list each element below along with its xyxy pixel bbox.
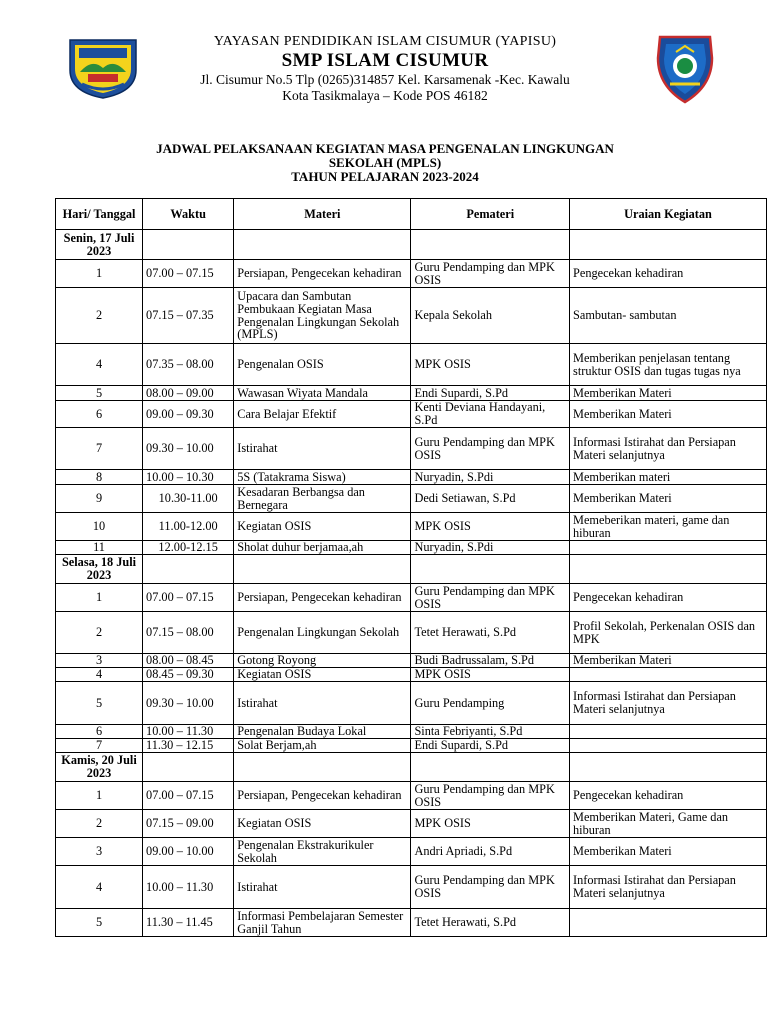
- activity-cell: Memberikan Materi: [570, 386, 767, 401]
- empty-cell: [143, 555, 234, 584]
- empty-cell: [570, 753, 767, 782]
- school-address: Jl. Cisumur No.5 Tlp (0265)314857 Kel. Karsamenak -Kec. Kawalu: [200, 72, 570, 87]
- activity-cell: Memberikan penjelasan tentang struktur OSIS dan tugas tugas nya: [570, 344, 767, 386]
- table-row: [56, 725, 767, 739]
- time-cell: 09.30 – 10.00: [143, 682, 234, 725]
- material-cell: Solat Berjam,ah: [234, 739, 411, 753]
- day-label: Selasa, 18 Juli 2023: [56, 555, 143, 584]
- material-cell: Kegiatan OSIS: [234, 513, 411, 541]
- table-row: [56, 810, 767, 838]
- row-number: 3: [56, 838, 143, 866]
- schedule-body: [56, 230, 767, 937]
- material-cell: Kegiatan OSIS: [234, 668, 411, 682]
- empty-cell: [570, 230, 767, 260]
- row-number: 4: [56, 668, 143, 682]
- empty-cell: [411, 230, 570, 260]
- time-cell: 12.00-12.15: [143, 541, 234, 555]
- empty-cell: [411, 753, 570, 782]
- document-title: [80, 142, 690, 184]
- empty-cell: [570, 555, 767, 584]
- material-cell: Sholat duhur berjamaa,ah: [234, 541, 411, 555]
- empty-cell: [234, 555, 411, 584]
- header-day: Hari/ Tanggal: [56, 199, 143, 230]
- time-cell: 07.35 – 08.00: [143, 344, 234, 386]
- activity-cell: Pengecekan kehadiran: [570, 782, 767, 810]
- activity-cell: Memberikan Materi, Game dan hiburan: [570, 810, 767, 838]
- header-speaker: Pemateri: [411, 199, 570, 230]
- empty-cell: [234, 230, 411, 260]
- activity-cell: Profil Sekolah, Perkenalan OSIS dan MPK: [570, 612, 767, 654]
- table-row: [56, 909, 767, 937]
- time-cell: 07.00 – 07.15: [143, 782, 234, 810]
- day-label: Senin, 17 Juli 2023: [56, 230, 143, 260]
- row-number: 1: [56, 260, 143, 288]
- speaker-cell: Guru Pendamping dan MPK OSIS: [411, 260, 570, 288]
- activity-cell: [570, 668, 767, 682]
- material-cell: Persiapan, Pengecekan kehadiran: [234, 584, 411, 612]
- row-number: 8: [56, 470, 143, 485]
- table-row: [56, 428, 767, 470]
- speaker-cell: Nuryadin, S.Pdi: [411, 541, 570, 555]
- row-number: 5: [56, 909, 143, 937]
- activity-cell: Memeberikan materi, game dan hiburan: [570, 513, 767, 541]
- time-cell: 11.30 – 12.15: [143, 739, 234, 753]
- speaker-cell: Tetet Herawati, S.Pd: [411, 909, 570, 937]
- table-row: [56, 584, 767, 612]
- row-number: 7: [56, 428, 143, 470]
- day-label: Kamis, 20 Juli 2023: [56, 753, 143, 782]
- material-cell: Pengenalan Lingkungan Sekolah: [234, 612, 411, 654]
- table-row: [56, 288, 767, 344]
- time-cell: 08.00 – 09.00: [143, 386, 234, 401]
- material-cell: Persiapan, Pengecekan kehadiran: [234, 260, 411, 288]
- speaker-cell: MPK OSIS: [411, 810, 570, 838]
- activity-cell: [570, 541, 767, 555]
- speaker-cell: Sinta Febriyanti, S.Pd: [411, 725, 570, 739]
- empty-cell: [143, 753, 234, 782]
- table-row: [56, 344, 767, 386]
- row-number: 10: [56, 513, 143, 541]
- speaker-cell: MPK OSIS: [411, 513, 570, 541]
- day-header-row: [56, 555, 767, 584]
- table-row: [56, 541, 767, 555]
- table-row: [56, 866, 767, 909]
- row-number: 3: [56, 654, 143, 668]
- row-number: 4: [56, 344, 143, 386]
- activity-cell: [570, 739, 767, 753]
- speaker-cell: Guru Pendamping dan MPK OSIS: [411, 428, 570, 470]
- header-material: Materi: [234, 199, 411, 230]
- row-number: 7: [56, 739, 143, 753]
- speaker-cell: Guru Pendamping dan MPK OSIS: [411, 782, 570, 810]
- table-row: [56, 470, 767, 485]
- activity-cell: Memberikan Materi: [570, 838, 767, 866]
- table-row: [56, 654, 767, 668]
- time-cell: 09.30 – 10.00: [143, 428, 234, 470]
- time-cell: 10.30-11.00: [143, 485, 234, 513]
- time-cell: 11.30 – 11.45: [143, 909, 234, 937]
- empty-cell: [411, 555, 570, 584]
- row-number: 1: [56, 584, 143, 612]
- table-row: [56, 782, 767, 810]
- activity-cell: Memberikan materi: [570, 470, 767, 485]
- material-cell: Persiapan, Pengecekan kehadiran: [234, 782, 411, 810]
- speaker-cell: Guru Pendamping dan MPK OSIS: [411, 584, 570, 612]
- table-row: [56, 386, 767, 401]
- table-row: [56, 668, 767, 682]
- title-line-3: TAHUN PELAJARAN 2023-2024: [291, 169, 479, 184]
- table-row: [56, 401, 767, 428]
- table-row: [56, 260, 767, 288]
- time-cell: 10.00 – 10.30: [143, 470, 234, 485]
- row-number: 6: [56, 401, 143, 428]
- table-header-row: [56, 199, 767, 230]
- row-number: 5: [56, 682, 143, 725]
- title-line-1: JADWAL PELAKSANAAN KEGIATAN MASA PENGENALAN LINGKUNGAN: [156, 141, 614, 156]
- material-cell: Istirahat: [234, 428, 411, 470]
- row-number: 4: [56, 866, 143, 909]
- row-number: 1: [56, 782, 143, 810]
- day-header-row: [56, 230, 767, 260]
- material-cell: 5S (Tatakrama Siswa): [234, 470, 411, 485]
- activity-cell: [570, 909, 767, 937]
- table-row: [56, 485, 767, 513]
- time-cell: 08.00 – 08.45: [143, 654, 234, 668]
- row-number: 6: [56, 725, 143, 739]
- speaker-cell: Tetet Herawati, S.Pd: [411, 612, 570, 654]
- material-cell: Pengenalan Budaya Lokal: [234, 725, 411, 739]
- empty-cell: [234, 753, 411, 782]
- speaker-cell: Guru Pendamping: [411, 682, 570, 725]
- activity-cell: [570, 725, 767, 739]
- material-cell: Wawasan Wiyata Mandala: [234, 386, 411, 401]
- activity-cell: Sambutan- sambutan: [570, 288, 767, 344]
- material-cell: Kegiatan OSIS: [234, 810, 411, 838]
- time-cell: 10.00 – 11.30: [143, 725, 234, 739]
- material-cell: Upacara dan Sambutan Pembukaan Kegiatan Masa Pengenalan Lingkungan Sekolah (MPLS): [234, 288, 411, 344]
- letterhead: [150, 34, 620, 104]
- time-cell: 11.00-12.00: [143, 513, 234, 541]
- speaker-cell: Guru Pendamping dan MPK OSIS: [411, 866, 570, 909]
- row-number: 11: [56, 541, 143, 555]
- foundation-name: YAYASAN PENDIDIKAN ISLAM CISUMUR (YAPISU): [213, 34, 557, 49]
- time-cell: 07.00 – 07.15: [143, 584, 234, 612]
- speaker-cell: Kenti Deviana Handayani, S.Pd: [411, 401, 570, 428]
- material-cell: Gotong Royong: [234, 654, 411, 668]
- activity-cell: Informasi Istirahat dan Persiapan Materi selanjutnya: [570, 682, 767, 725]
- speaker-cell: Endi Supardi, S.Pd: [411, 386, 570, 401]
- activity-cell: Informasi Istirahat dan Persiapan Materi selanjutnya: [570, 866, 767, 909]
- tasikmalaya-logo-icon: [66, 36, 140, 100]
- row-number: 2: [56, 810, 143, 838]
- material-cell: Pengenalan OSIS: [234, 344, 411, 386]
- material-cell: Informasi Pembelajaran Semester Ganjil Tahun: [234, 909, 411, 937]
- material-cell: Istirahat: [234, 866, 411, 909]
- time-cell: 09.00 – 10.00: [143, 838, 234, 866]
- activity-cell: Informasi Istirahat dan Persiapan Materi selanjutnya: [570, 428, 767, 470]
- kemenag-emblem-icon: [654, 34, 716, 104]
- row-number: 9: [56, 485, 143, 513]
- row-number: 2: [56, 288, 143, 344]
- material-cell: Pengenalan Ekstrakurikuler Sekolah: [234, 838, 411, 866]
- activity-cell: Memberikan Materi: [570, 485, 767, 513]
- material-cell: Kesadaran Berbangsa dan Bernegara: [234, 485, 411, 513]
- schedule-table: [55, 198, 767, 937]
- speaker-cell: Endi Supardi, S.Pd: [411, 739, 570, 753]
- school-city: Kota Tasikmalaya – Kode POS 46182: [282, 88, 488, 103]
- table-row: [56, 612, 767, 654]
- material-cell: Istirahat: [234, 682, 411, 725]
- activity-cell: Memberikan Materi: [570, 401, 767, 428]
- time-cell: 07.15 – 09.00: [143, 810, 234, 838]
- school-name: SMP ISLAM CISUMUR: [281, 50, 489, 71]
- table-row: [56, 838, 767, 866]
- day-header-row: [56, 753, 767, 782]
- time-cell: 07.15 – 07.35: [143, 288, 234, 344]
- activity-cell: Memberikan Materi: [570, 654, 767, 668]
- time-cell: 07.15 – 08.00: [143, 612, 234, 654]
- empty-cell: [143, 230, 234, 260]
- row-number: 5: [56, 386, 143, 401]
- time-cell: 10.00 – 11.30: [143, 866, 234, 909]
- table-row: [56, 513, 767, 541]
- activity-cell: Pengecekan kehadiran: [570, 260, 767, 288]
- time-cell: 09.00 – 09.30: [143, 401, 234, 428]
- header-activity: Uraian Kegiatan: [570, 199, 767, 230]
- time-cell: 08.45 – 09.30: [143, 668, 234, 682]
- speaker-cell: MPK OSIS: [411, 344, 570, 386]
- speaker-cell: Dedi Setiawan, S.Pd: [411, 485, 570, 513]
- speaker-cell: Budi Badrussalam, S.Pd: [411, 654, 570, 668]
- table-row: [56, 739, 767, 753]
- title-line-2: SEKOLAH (MPLS): [328, 155, 442, 170]
- time-cell: 07.00 – 07.15: [143, 260, 234, 288]
- speaker-cell: Andri Apriadi, S.Pd: [411, 838, 570, 866]
- table-row: [56, 682, 767, 725]
- activity-cell: Pengecekan kehadiran: [570, 584, 767, 612]
- speaker-cell: Nuryadin, S.Pdi: [411, 470, 570, 485]
- material-cell: Cara Belajar Efektif: [234, 401, 411, 428]
- row-number: 2: [56, 612, 143, 654]
- speaker-cell: Kepala Sekolah: [411, 288, 570, 344]
- speaker-cell: MPK OSIS: [411, 668, 570, 682]
- header-time: Waktu: [143, 199, 234, 230]
